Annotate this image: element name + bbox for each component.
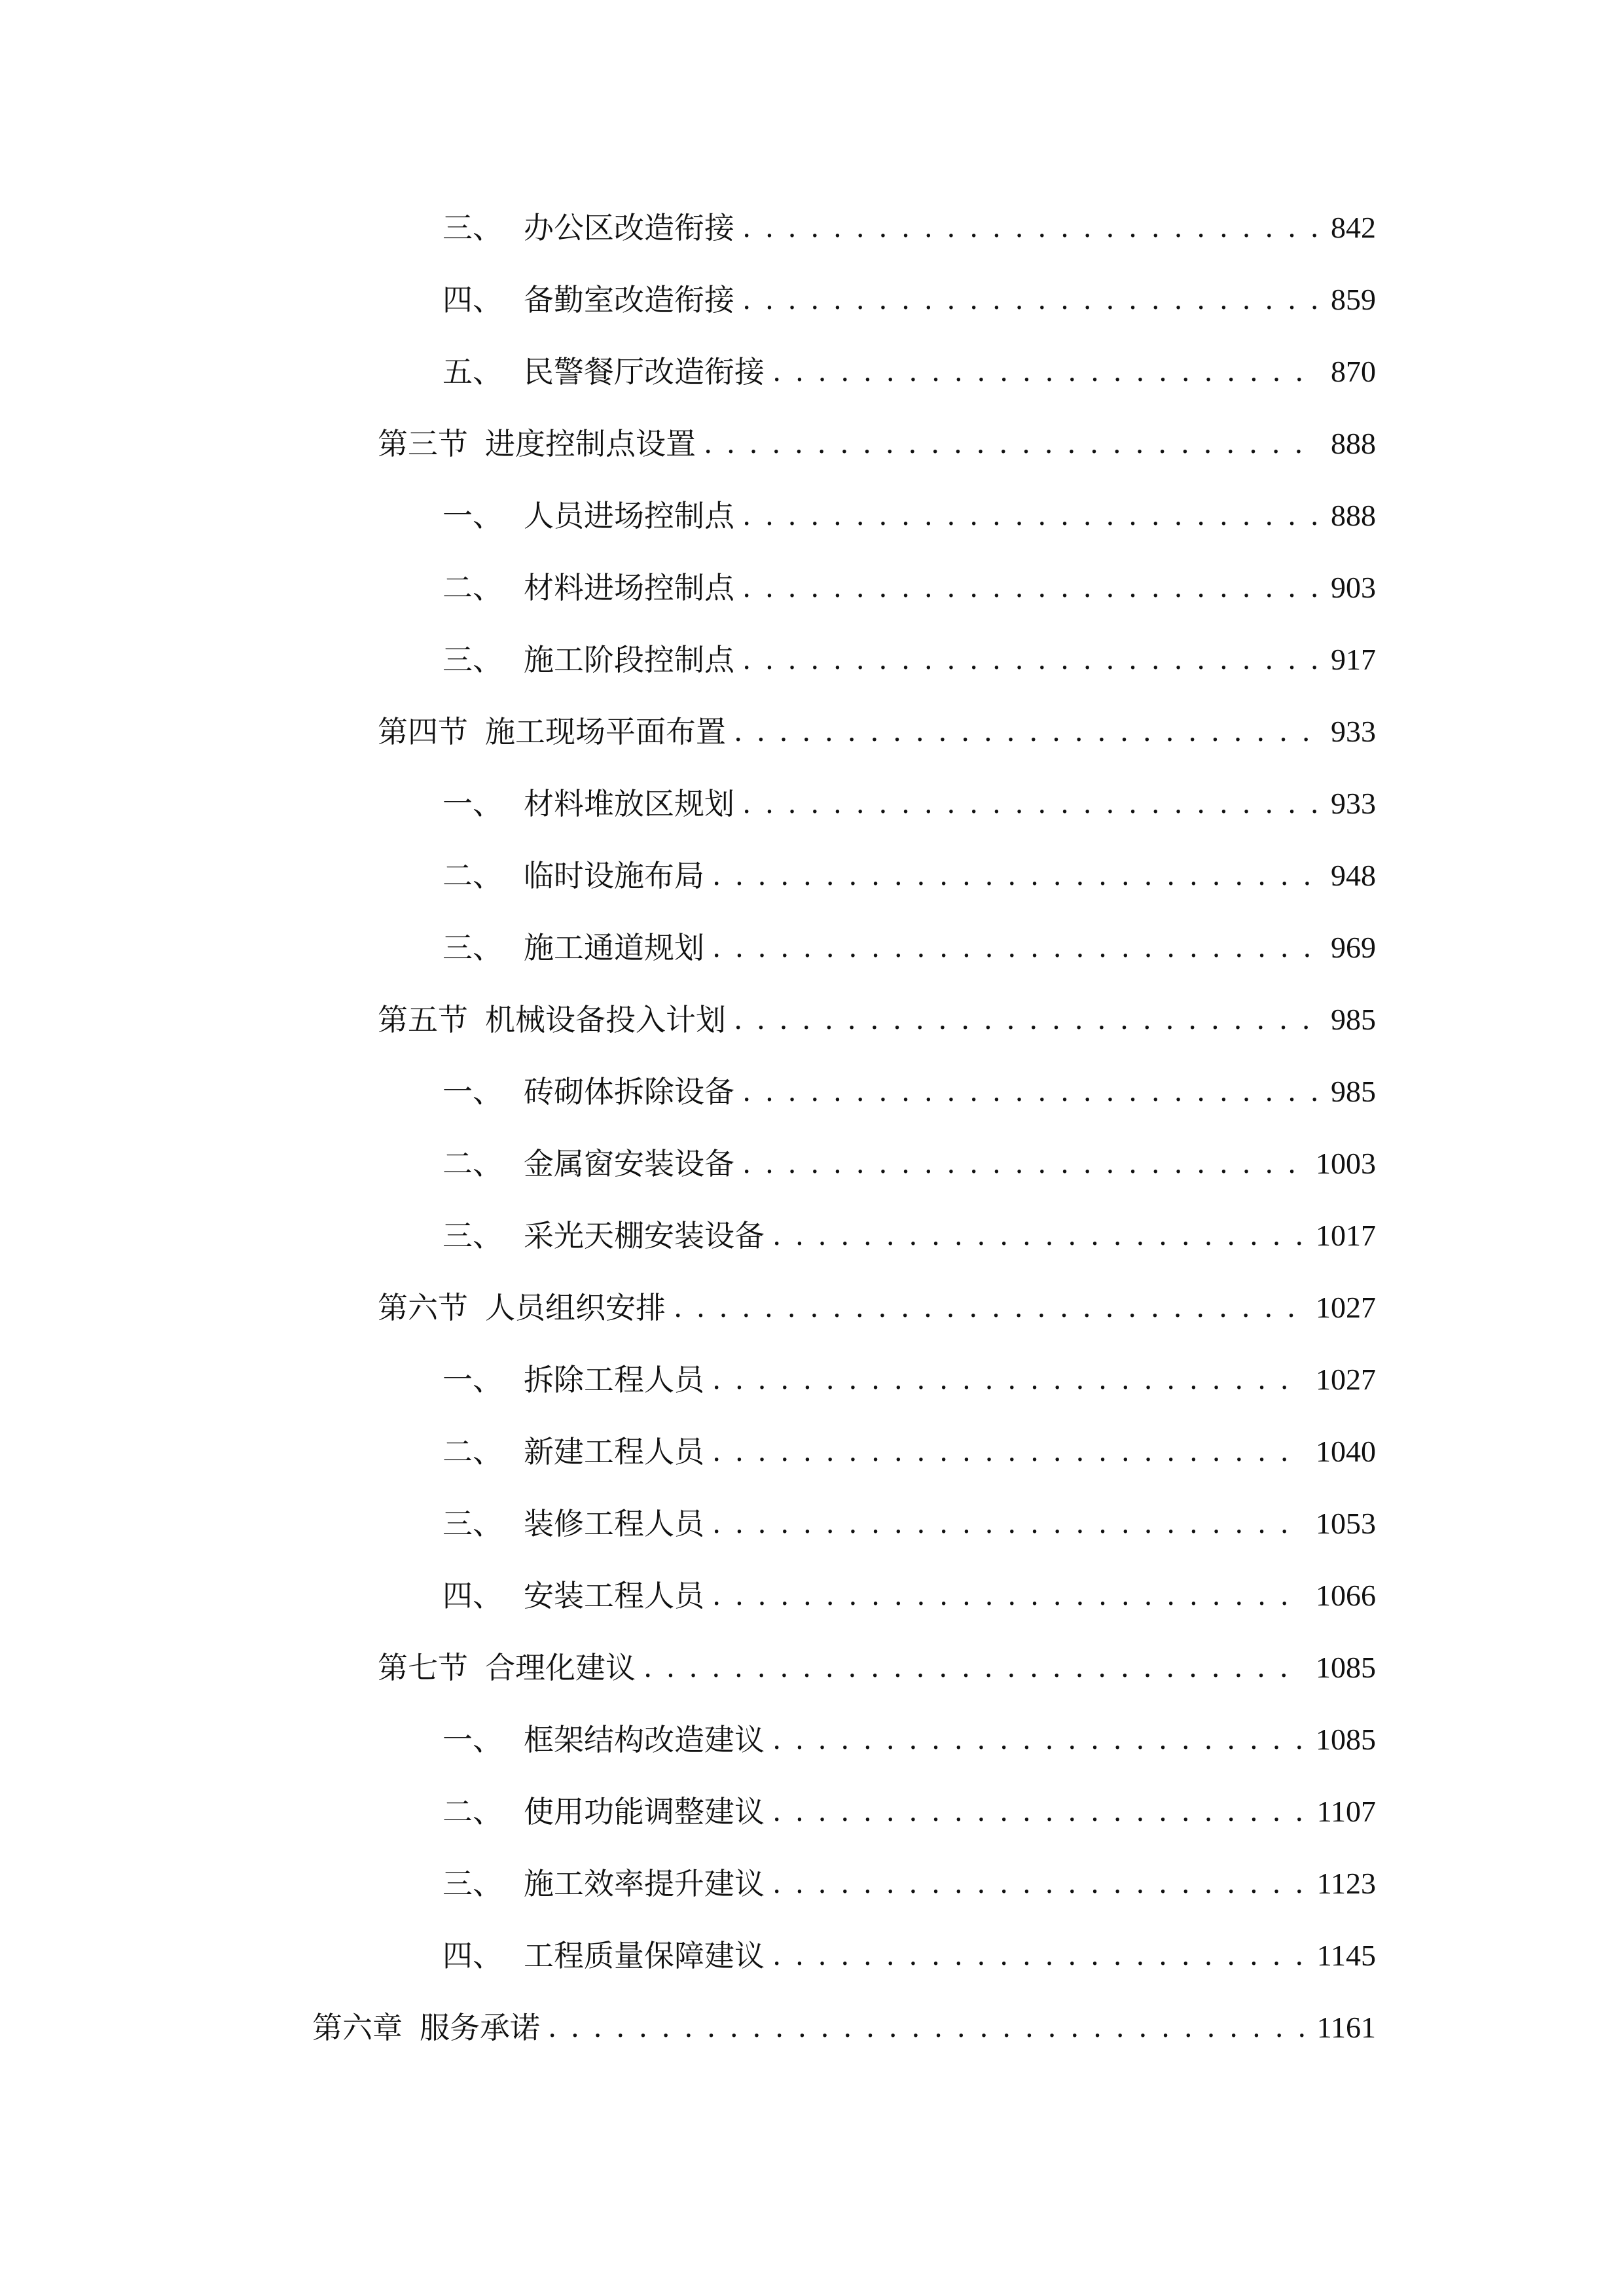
toc-entry-page: 1085 [1316,1723,1376,1756]
toc-entry-page: 842 [1331,211,1376,244]
toc-entry[interactable] [442,850,1376,902]
toc-entry-title: 服务承诺 [420,2010,540,2045]
toc-entry[interactable] [442,1426,1376,1478]
toc-entry-title: 备勤室改造衔接 [524,282,734,317]
toc-entry-number: 三、 [442,1866,503,1901]
toc-entry-title: 砖砌体拆除设备 [524,1074,734,1109]
toc-section[interactable] [378,706,1376,758]
toc-entry-title: 材料进场控制点 [524,570,734,605]
toc-entry-number: 三、 [442,210,503,245]
toc-entry-number: 二、 [442,1794,503,1829]
dot-leader [674,1282,1304,1334]
toc-entry[interactable] [442,202,1376,254]
dot-leader [712,1354,1304,1406]
toc-entry-page: 1085 [1316,1651,1376,1684]
toc-entry-number: 第五节 [378,1002,468,1037]
toc-entry-title: 材料堆放区规划 [524,786,734,821]
toc-entry-page: 888 [1331,427,1376,460]
toc-entry-title: 施工效率提升建议 [524,1866,765,1901]
dot-leader [742,778,1319,830]
toc-entry[interactable] [442,1066,1376,1118]
toc-entry[interactable] [442,346,1376,398]
toc-entry-title: 施工通道规划 [524,930,704,965]
toc-entry-title: 安装工程人员 [524,1578,704,1613]
toc-entry-number: 第六章 [312,2010,403,2045]
toc-entry-page: 870 [1331,355,1376,388]
dot-leader [772,1713,1304,1766]
toc-entry[interactable] [442,1929,1376,1982]
dot-leader [742,490,1319,542]
toc-entry-page: 1017 [1316,1219,1376,1252]
dot-leader [772,1857,1305,1910]
toc-chapter[interactable] [312,2001,1376,2054]
toc-entry-number: 二、 [442,1434,503,1469]
toc-entry-title: 民警餐厅改造衔接 [524,354,765,389]
toc-entry-number: 五、 [442,354,503,389]
toc-entry-title: 拆除工程人员 [524,1362,704,1397]
dot-leader [742,274,1319,326]
toc-entry[interactable] [442,1138,1376,1190]
toc-entry[interactable] [442,274,1376,326]
toc-entry-number: 三、 [442,930,503,965]
dot-leader [712,1426,1304,1478]
dot-leader [712,1570,1304,1622]
dot-leader [712,922,1319,974]
toc-entry[interactable] [442,1713,1376,1766]
toc-entry-page: 1107 [1316,1795,1376,1828]
toc-entry-page: 1161 [1316,2011,1376,2044]
toc-entry-title: 合理化建议 [485,1650,636,1685]
dot-leader [734,994,1319,1046]
toc-entry[interactable] [442,778,1376,830]
toc-entry-page: 1066 [1316,1579,1376,1612]
dot-leader [742,1138,1304,1190]
toc-entry-number: 三、 [442,1218,503,1253]
toc-entry-number: 四、 [442,1578,503,1613]
dot-leader [772,1210,1304,1262]
toc-entry-title: 进度控制点设置 [485,426,696,461]
dot-leader [742,634,1319,686]
toc-entry-page: 985 [1331,1003,1376,1036]
toc-entry-number: 二、 [442,858,503,893]
toc-entry-page: 1123 [1316,1867,1376,1900]
toc-entry-page: 948 [1331,859,1376,892]
toc-entry-title: 装修工程人员 [524,1506,704,1541]
toc-entry-number: 一、 [442,1074,503,1109]
toc-entry[interactable] [442,490,1376,542]
toc-entry-number: 第四节 [378,714,468,749]
toc-entry-page: 969 [1331,931,1376,964]
toc-entry-number: 第三节 [378,426,468,461]
toc-entry[interactable] [442,1785,1376,1838]
toc-entry-number: 三、 [442,642,503,677]
toc-entry-number: 一、 [442,498,503,533]
dot-leader [772,1785,1305,1838]
toc-entry-number: 四、 [442,282,503,317]
toc-entry-title: 人员组织安排 [485,1290,666,1325]
toc-entry-number: 三、 [442,1506,503,1541]
toc-entry[interactable] [442,1210,1376,1262]
dot-leader [772,346,1319,398]
dot-leader [734,706,1319,758]
toc-entry-page: 933 [1331,715,1376,748]
toc-entry-title: 施工阶段控制点 [524,642,734,677]
toc-entry-page: 1145 [1316,1939,1376,1972]
toc-entry-page: 1053 [1316,1507,1376,1540]
dot-leader [742,202,1319,254]
dot-leader [742,562,1319,614]
toc-entry-page: 1003 [1316,1147,1376,1180]
toc-entry-number: 第六节 [378,1290,468,1325]
toc-section[interactable] [378,1641,1376,1694]
toc-entry-page: 903 [1331,571,1376,604]
dot-leader [772,1929,1305,1982]
toc-section[interactable] [378,1282,1376,1334]
toc-entry[interactable] [442,922,1376,974]
toc-section[interactable] [378,994,1376,1046]
toc-entry-title: 使用功能调整建议 [524,1794,765,1829]
toc-section[interactable] [378,418,1376,470]
toc-entry[interactable] [442,1498,1376,1550]
dot-leader [548,2001,1305,2054]
toc-entry-number: 一、 [442,1362,503,1397]
toc-entry[interactable] [442,562,1376,614]
toc-entry[interactable] [442,1354,1376,1406]
toc-entry-title: 工程质量保障建议 [524,1938,765,1973]
toc-entry-page: 917 [1331,643,1376,676]
toc-entry-number: 二、 [442,1146,503,1181]
toc-entry-title: 框架结构改造建议 [524,1722,765,1757]
toc-entry-page: 1027 [1316,1291,1376,1324]
toc-entry-page: 859 [1331,283,1376,316]
toc-entry-title: 金属窗安装设备 [524,1146,734,1181]
dot-leader [704,418,1319,470]
toc-entry-title: 机械设备投入计划 [485,1002,726,1037]
dot-leader [643,1641,1304,1694]
toc-entry-page: 985 [1331,1075,1376,1108]
toc-entry-number: 第七节 [378,1650,468,1685]
toc-entry-title: 办公区改造衔接 [524,210,734,245]
toc-entry[interactable] [442,1570,1376,1622]
toc-entry-number: 四、 [442,1938,503,1973]
toc-entry-title: 人员进场控制点 [524,498,734,533]
toc-entry-page: 1040 [1316,1435,1376,1468]
toc-entry-title: 新建工程人员 [524,1434,704,1469]
toc-entry-page: 1027 [1316,1363,1376,1396]
toc-entry-number: 一、 [442,1722,503,1757]
toc-entry[interactable] [442,1857,1376,1910]
toc-entry-page: 888 [1331,499,1376,532]
toc-entry-page: 933 [1331,787,1376,820]
toc-entry-title: 临时设施布局 [524,858,704,893]
dot-leader [712,850,1319,902]
toc-entry-number: 二、 [442,570,503,605]
toc-entry-title: 施工现场平面布置 [485,714,726,749]
toc-entry-number: 一、 [442,786,503,821]
dot-leader [712,1498,1304,1550]
toc-entry-title: 采光天棚安装设备 [524,1218,765,1253]
toc-entry[interactable] [442,634,1376,686]
dot-leader [742,1066,1319,1118]
